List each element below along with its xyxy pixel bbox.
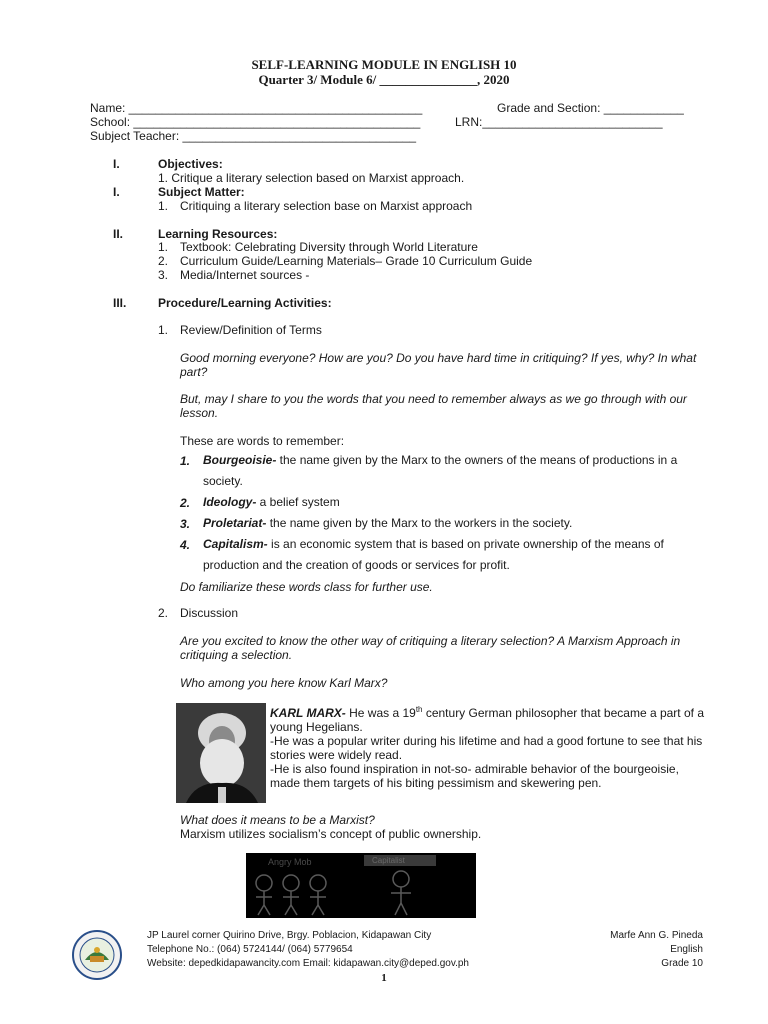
term-num: 1. [180,454,191,468]
resources-heading: Learning Resources: [158,227,278,241]
page-number: 1 [381,972,387,984]
name-field: Name: ____________________________________________ [90,101,423,115]
term-word: Proletariat- [203,516,267,530]
marxism-statement: Marxism utilizes socialism’s concept of public ownership. [180,827,482,841]
term-word: Capitalism- [203,537,268,551]
comic-right-label: Capitalist [372,856,405,865]
resource-num: 3. [158,268,169,282]
subject-matter-item: Critiquing a literary selection base on Marxist approach [180,199,473,213]
footer-phone: Telephone No.: (064) 5724144/ (064) 5779654 [147,944,353,955]
resource-item: Media/Internet sources - [180,268,310,282]
term-def: is an economic system that is based on private ownership of the means of production and the creation of goods or services for profit. [203,537,664,572]
karl-marx-name: KARL MARX- [270,706,346,720]
karl-line: -He was a popular writer during his lifetime and had a good fortune to see that his stories were widely read. [270,734,703,762]
resources-numeral: II. [113,227,124,241]
angry-mob-comic [246,853,476,918]
term-def: the name given by the Marx to the owners of the means of productions in a society. [203,453,678,488]
term-def: the name given by the Marx to the workers in the society. [266,516,573,530]
term-bourgeoisie [203,450,683,492]
footer-subject: English [670,944,703,955]
term-num: 4. [180,538,191,552]
lrn-field: LRN:___________________________ [455,115,663,129]
resource-num: 2. [158,254,169,268]
term-proletariat [203,513,683,534]
footer-author: Marfe Ann G. Pineda [610,930,703,941]
resource-num: 1. [158,240,169,254]
share-paragraph: But, may I share to you the words that you need to remember always as we go through with our lesson. [180,392,687,420]
module-title: SELF-LEARNING MODULE IN ENGLISH 10 [251,57,517,72]
objectives-numeral: I. [113,157,120,171]
resource-item: Textbook: Celebrating Diversity through World Literature [180,240,478,254]
karl-marx-portrait [176,703,266,803]
term-capitalism [203,534,683,576]
grade-section-field: Grade and Section: ____________ [497,101,684,115]
karl-marx-description [270,703,710,790]
familiarize-note: Do familiarize these words class for further use. [180,580,433,594]
what-question: What does it means to be a Marxist? [180,813,375,827]
term-word: Bourgeoisie- [203,453,277,467]
footer-grade: Grade 10 [661,958,703,969]
term-def: a belief system [256,495,340,509]
teacher-field: Subject Teacher: ___________________________________ [90,129,417,143]
term-word: Ideology- [203,495,257,509]
resource-item: Curriculum Guide/Learning Materials– Grade 10 Curriculum Guide [180,254,533,268]
step-review: Review/Definition of Terms [180,323,322,337]
term-ideology [203,492,683,513]
who-question: Who among you here know Karl Marx? [180,676,388,690]
step-num: 1. [158,323,169,337]
footer-address: JP Laurel corner Quirino Drive, Brgy. Poblacion, Kidapawan City [147,930,432,941]
karl-line: He was a 19 [345,706,416,720]
greeting-paragraph: Good morning everyone? How are you? Do you have hard time in critiquing? If yes, why? In what part? [180,351,697,379]
subject-matter-numeral: I. [113,185,120,199]
objectives-item: 1. Critique a literary selection based on Marxist approach. [158,171,465,185]
karl-superscript: th [415,705,423,714]
subject-matter-heading: Subject Matter: [158,185,245,199]
procedure-heading: Procedure/Learning Activities: [158,296,332,310]
words-intro: These are words to remember: [180,434,345,448]
footer-web: Website: depedkidapawancity.com Email: kidapawan.city@deped.gov.ph [147,958,469,969]
term-num: 2. [180,496,191,510]
school-field: School: ___________________________________________ [90,115,421,129]
module-subtitle: Quarter 3/ Module 6/ _______________, 2020 [258,72,510,87]
comic-left-label: Angry Mob [268,857,312,867]
portrait-icon [176,703,266,803]
objectives-heading: Objectives: [158,157,223,171]
excited-paragraph: Are you excited to know the other way of critiquing a literary selection? A Marxism Approach in critiquing a selection. [180,634,681,662]
karl-line: -He is also found inspiration in not-so- admirable behavior of the bourgeoisie, made them targets of his biting pessimism and skewering pen. [270,762,679,790]
step-discussion: Discussion [180,606,239,620]
subject-matter-num: 1. [158,199,169,213]
term-num: 3. [180,517,191,531]
procedure-numeral: III. [113,296,127,310]
karl-line: century German philosopher that became a part of a young Hegelians. [270,706,704,734]
step-num: 2. [158,606,169,620]
